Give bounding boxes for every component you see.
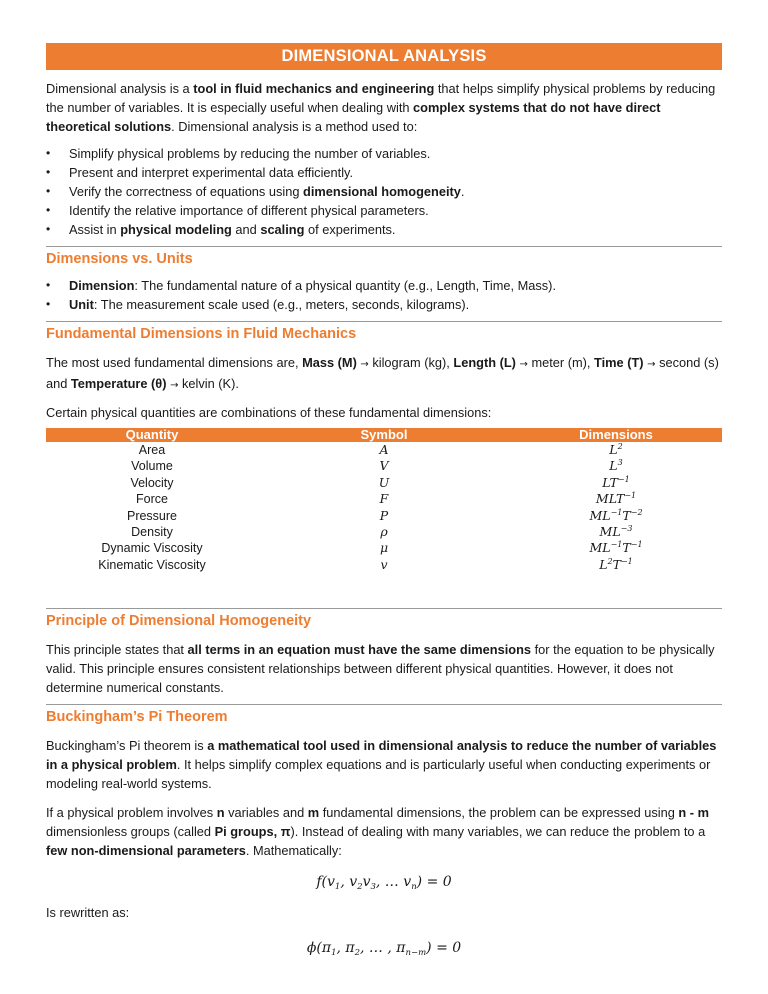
list-item: • Assist in physical modeling and scaling of experiments. xyxy=(46,220,722,239)
table-header-row xyxy=(46,428,722,442)
table-row xyxy=(46,442,722,458)
section-heading-buckingham: Buckingham’s Pi Theorem xyxy=(46,704,722,727)
cell-dimensions: $L^3$ xyxy=(609,458,623,474)
list-item: • Simplify physical problems by reducing the number of variables. xyxy=(46,144,722,163)
cell-symbol: V xyxy=(379,458,389,474)
table-row xyxy=(46,508,722,524)
table-row xyxy=(46,491,722,507)
header-quantity: Quantity xyxy=(46,428,258,442)
homogeneity-paragraph: This principle states that all terms in an equation must have the same dimensions for the equation to be physically valid. This principle ensures consistent relationships between different physical quantities. However, it does not determine numerical constants. xyxy=(46,642,715,696)
table-row xyxy=(46,524,722,540)
cell-quantity: Density xyxy=(131,525,173,540)
table-row xyxy=(46,458,722,474)
fundamental-paragraph: The most used fundamental dimensions are, Mass (M) → kilogram (kg), Length (L) → meter (m), Time (T) → second (s) and Temperature (θ) → kelvin (K). xyxy=(46,355,719,391)
cell-quantity: Velocity xyxy=(130,475,174,490)
section-heading-dims-units: Dimensions vs. Units xyxy=(46,246,722,269)
arrow-icon: → xyxy=(519,359,528,370)
cell-dimensions: $ML^{-3}$ xyxy=(599,524,633,540)
list-item: • Verify the correctness of equations using dimensional homogeneity. xyxy=(46,182,722,201)
cell-symbol: F xyxy=(379,491,389,507)
table-row xyxy=(46,540,722,556)
rewritten-label: Is rewritten as: xyxy=(46,905,130,921)
cell-quantity: Kinematic Viscosity xyxy=(98,557,206,572)
cell-dimensions: $ML^{-1}T^{-1}$ xyxy=(589,540,643,556)
buckingham-paragraph-1: Buckingham’s Pi theorem is a mathematical tool used in dimensional analysis to reduce the number of variables in a physical problem. It helps simplify complex equations and is particularly useful when conducting experiments or modeling real-world systems. xyxy=(46,738,717,792)
buckingham-paragraph-2: If a physical problem involves n variables and m fundamental dimensions, the problem can be expressed using n - m dimensionless groups (called Pi groups, π). Instead of dealing with many variables, we can reduce the problem to a few non-dimensional parameters. Mathematically: xyxy=(46,805,709,859)
equation-phi: $\phi(\pi_1$, $\pi_2$, … , $\pi_{n-m}) = 0$ xyxy=(306,940,462,959)
uses-list xyxy=(46,144,722,239)
dimensions-table xyxy=(46,428,722,573)
cell-quantity: Force xyxy=(136,492,168,507)
header-dimensions: Dimensions xyxy=(510,428,722,442)
list-item: • Unit: The measurement scale used (e.g., meters, seconds, kilograms). xyxy=(46,295,722,314)
arrow-icon: → xyxy=(170,380,179,391)
equation-f: $f(v_1$, $v_2v_3$, … $v_n) = 0$ xyxy=(316,874,452,893)
dims-units-list xyxy=(46,276,722,314)
cell-dimensions: $LT^{-1}$ xyxy=(602,474,630,490)
cell-quantity: Pressure xyxy=(126,508,178,523)
list-item: • Present and interpret experimental data efficiently. xyxy=(46,163,722,182)
document-title: DIMENSIONAL ANALYSIS xyxy=(46,43,722,70)
section-heading-fundamental: Fundamental Dimensions in Fluid Mechanics xyxy=(46,321,722,344)
section-heading-homogeneity: Principle of Dimensional Homogeneity xyxy=(46,608,722,631)
document-page xyxy=(46,43,722,958)
cell-symbol: P xyxy=(379,507,389,523)
cell-dimensions: $L^2$ xyxy=(609,442,623,457)
cell-symbol: A xyxy=(379,442,389,457)
cell-quantity: Volume xyxy=(131,459,173,474)
fundamental-intro-table: Certain physical quantities are combinations of these fundamental dimensions: xyxy=(46,405,492,420)
cell-symbol: ρ xyxy=(380,524,388,540)
cell-quantity: Dynamic Viscosity xyxy=(101,541,203,556)
list-item: • Dimension: The fundamental nature of a physical quantity (e.g., Length, Time, Mass). xyxy=(46,276,722,295)
list-item: • Identify the relative importance of different physical parameters. xyxy=(46,201,722,220)
header-symbol: Symbol xyxy=(258,428,510,442)
cell-symbol: U xyxy=(378,474,390,490)
table-row xyxy=(46,557,722,573)
arrow-icon: → xyxy=(360,359,369,370)
cell-symbol: v xyxy=(380,556,388,572)
arrow-icon: → xyxy=(647,359,656,370)
cell-quantity: Area xyxy=(138,443,166,457)
table-row xyxy=(46,475,722,491)
cell-dimensions: $ML^{-1}T^{-2}$ xyxy=(589,507,643,523)
cell-dimensions: $L^2T^{-1}$ xyxy=(599,556,633,572)
cell-dimensions: $MLT^{-1}$ xyxy=(595,491,637,507)
cell-symbol: μ xyxy=(379,540,389,556)
intro-paragraph: Dimensional analysis is a tool in fluid mechanics and engineering that helps simplify physical problems by reducing the number of variables. It is especially useful when dealing with complex systems that do not have direct theoretical solutions. Dimensional analysis is a method used to: xyxy=(46,81,716,134)
